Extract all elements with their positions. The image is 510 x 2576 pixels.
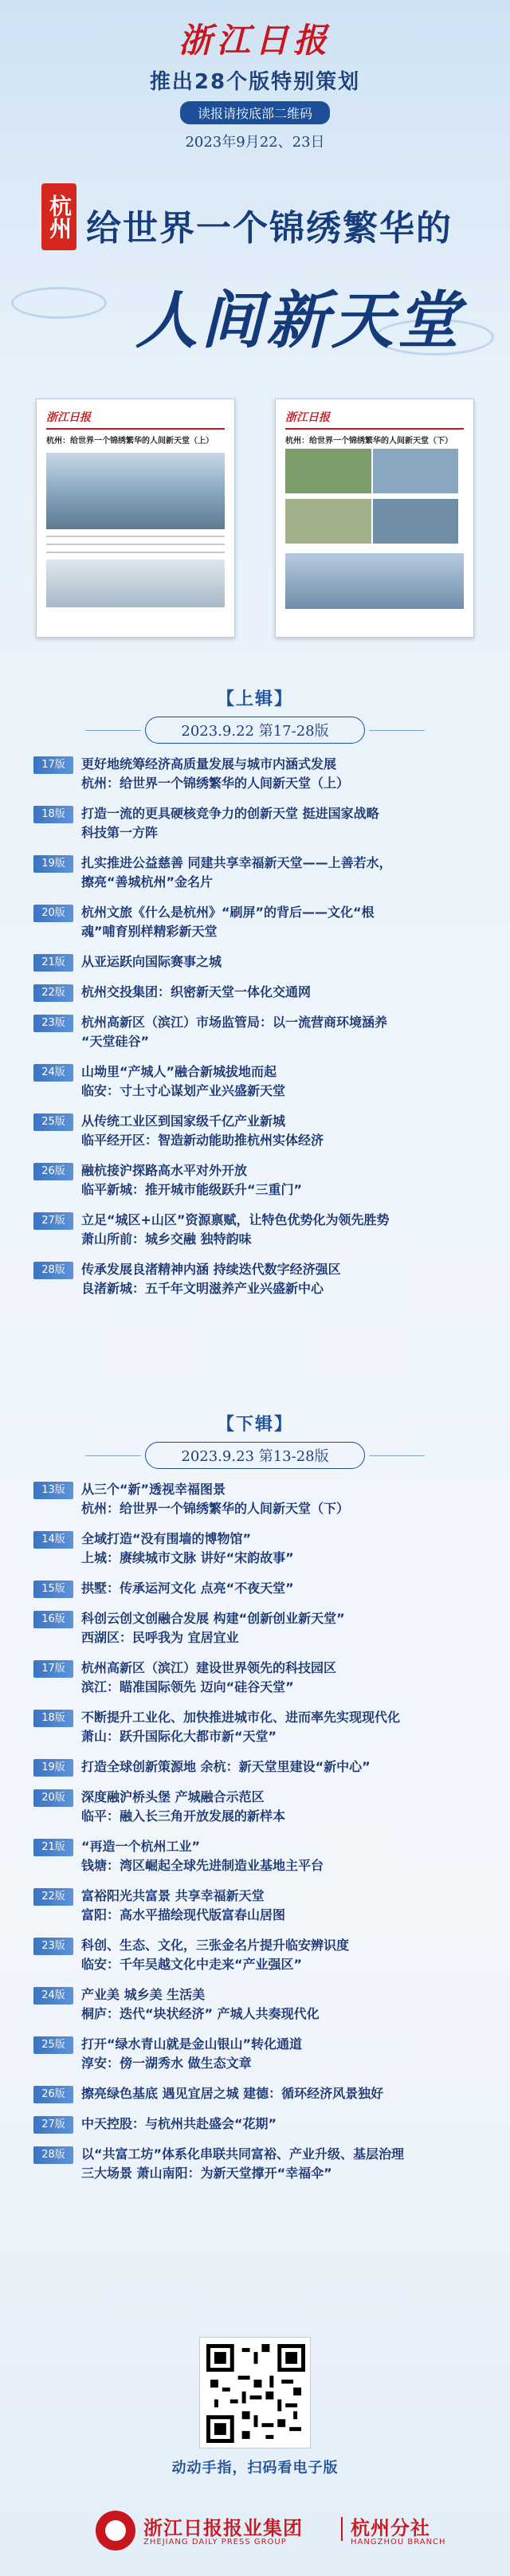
- qr-code[interactable]: [199, 2337, 311, 2448]
- list-item[interactable]: [33, 1112, 477, 1150]
- headline-line: 淳安：傍一湖秀水 做生态文章: [81, 2056, 252, 2071]
- qr-note-badge: 读报请按底部二维码: [180, 101, 330, 124]
- headline-line: 擦亮“善城杭州”金名片: [81, 874, 214, 889]
- item-headline: [81, 1788, 477, 1826]
- page-headline: 杭州：给世界一个锦绣繁华的人间新天堂（上）: [46, 437, 214, 446]
- headline-line: 打造全球创新策源地 余杭：新天堂里建设“新中心”: [81, 1759, 371, 1774]
- list-item[interactable]: [33, 2035, 477, 2073]
- headline-line: 科技第一方阵: [81, 825, 159, 840]
- item-headline: [81, 1837, 477, 1875]
- page-number-badge: 19版: [33, 1759, 73, 1777]
- headline-line: 钱塘：湾区崛起全球先进制造业基地主平台: [81, 1858, 324, 1873]
- page-photo: [46, 453, 225, 529]
- page-number-badge: 24版: [33, 1064, 73, 1082]
- page-logo: 浙江日报: [46, 411, 91, 424]
- list-item[interactable]: [33, 1659, 477, 1697]
- item-headline: [81, 1936, 477, 1974]
- page-preview-lower[interactable]: [275, 399, 474, 638]
- page-number-badge: 18版: [33, 806, 73, 823]
- list-item[interactable]: [33, 1708, 477, 1746]
- page-number-badge: 13版: [33, 1482, 73, 1499]
- item-headline: [81, 1161, 477, 1200]
- item-headline: [81, 2035, 477, 2073]
- list-item[interactable]: [33, 1161, 477, 1200]
- qr-code-icon: [206, 2344, 305, 2443]
- page-logo: 浙江日报: [285, 411, 330, 424]
- list-item[interactable]: [33, 2145, 477, 2183]
- page-photo: [285, 553, 464, 609]
- section-date: 2023.9.22 第17-28版: [145, 717, 364, 744]
- hero-title-line1: 给世界一个锦绣繁华的: [86, 208, 453, 249]
- headline-line: 立足“城区+山区”资源禀赋，让特色优势化为领先胜势: [81, 1212, 390, 1227]
- press-group-logo-icon: [96, 2511, 135, 2550]
- headline-line: 杭州：给世界一个锦绣繁华的人间新天堂（下）: [81, 1501, 350, 1516]
- item-list: [33, 755, 477, 1298]
- item-headline: [81, 1579, 477, 1598]
- headline-line: 上城：赓续城市文脉 讲好“宋韵故事”: [81, 1550, 294, 1565]
- item-headline: [81, 1708, 477, 1746]
- item-headline: [81, 2084, 477, 2103]
- headline-line: 科创云创文创融合发展 构建“创新创业新天堂”: [81, 1611, 345, 1626]
- list-item[interactable]: [33, 1936, 477, 1974]
- cloud-ornament-icon: [11, 287, 107, 319]
- headline-line: 融杭接沪探路高水平对外开放: [81, 1163, 248, 1178]
- headline-line: 临平经开区：智造新动能助推杭州实体经济: [81, 1133, 324, 1148]
- page-number-badge: 22版: [33, 1888, 73, 1906]
- page-number-badge: 25版: [33, 1113, 73, 1131]
- headline-line: 临平：融入长三角开放发展的新样本: [81, 1808, 286, 1824]
- headline-line: 萧山所前：城乡交融 独特韵味: [81, 1231, 252, 1247]
- headline-line: 更好地统筹经济高质量发展与城市内涵式发展: [81, 756, 337, 772]
- headline-line: 临安：千年吴越文化中走来“产业强区”: [81, 1957, 303, 1972]
- page-number-badge: 20版: [33, 905, 73, 922]
- list-item[interactable]: [33, 1788, 477, 1826]
- list-item[interactable]: [33, 1013, 477, 1051]
- list-item[interactable]: [33, 952, 477, 972]
- page-number-badge: 28版: [33, 2146, 73, 2164]
- item-headline: [81, 952, 477, 972]
- item-headline: [81, 1887, 477, 1925]
- headline-line: 拱墅：传承运河文化 点亮“不夜天堂”: [81, 1581, 294, 1596]
- page-photo: [285, 449, 371, 493]
- issue-date: 2023年9月22、23日: [185, 134, 325, 151]
- newspaper-pages-preview: [36, 399, 474, 638]
- hangzhou-seal: 杭州: [41, 183, 76, 250]
- item-headline: [81, 1062, 477, 1101]
- headline-line: 从三个“新”透视幸福图景: [81, 1482, 226, 1497]
- item-list: [33, 1480, 477, 2183]
- item-headline: [81, 2145, 477, 2183]
- edition-title: 推出28个版特别策划: [149, 70, 361, 94]
- item-headline: [81, 983, 477, 1002]
- item-headline: [81, 1609, 477, 1647]
- headline-line: “再造一个杭州工业”: [81, 1839, 201, 1854]
- headline-line: 滨江：瞄准国际领先 迈向“硅谷天堂”: [81, 1679, 294, 1694]
- headline-line: 杭州交投集团：织密新天堂一体化交通网: [81, 984, 312, 999]
- headline-line: 临安：寸土寸心谋划产业兴盛新天堂: [81, 1083, 286, 1098]
- page-number-badge: 15版: [33, 1581, 73, 1598]
- headline-line: 富裕阳光共富景 共享幸福新天堂: [81, 1888, 265, 1903]
- list-item[interactable]: [33, 1260, 477, 1298]
- page-number-badge: 24版: [33, 1987, 73, 2005]
- branch-name: 杭州分社: [351, 2517, 430, 2539]
- list-item[interactable]: [33, 2115, 477, 2134]
- list-item[interactable]: [33, 1480, 477, 1518]
- page-number-badge: 21版: [33, 1839, 73, 1856]
- section-title: 【下辑】: [216, 1415, 293, 1435]
- list-item[interactable]: [33, 1985, 477, 2024]
- list-item[interactable]: [33, 1757, 477, 1777]
- page-number-badge: 21版: [33, 954, 73, 972]
- headline-line: 不断提升工业化、加快推进城市化、进而率先实现现代化: [81, 1710, 401, 1725]
- list-item[interactable]: [33, 983, 477, 1002]
- headline-line: 魂”哺育别样精彩新天堂: [81, 924, 218, 939]
- press-group-name: 浙江日报报业集团: [143, 2517, 303, 2539]
- page-number-badge: 17版: [33, 756, 73, 774]
- page-number-badge: 17版: [33, 1660, 73, 1678]
- headline-line: 科创、生态、文化，三张金名片提升临安辨识度: [81, 1938, 350, 1953]
- item-headline: [81, 755, 477, 793]
- page-number-badge: 27版: [33, 2116, 73, 2134]
- item-headline: [81, 854, 477, 892]
- footer: [0, 2503, 510, 2576]
- page-number-badge: 26版: [33, 1163, 73, 1180]
- headline-line: 桐庐：迭代“块状经济” 产城人共奏现代化: [81, 2006, 320, 2021]
- list-item[interactable]: [33, 854, 477, 892]
- headline-line: 富阳：高水平描绘现代版富春山居图: [81, 1907, 286, 1922]
- item-headline: [81, 2115, 477, 2134]
- headline-line: 杭州文旅《什么是杭州》“刷屏”的背后——文化“根: [81, 905, 375, 920]
- headline-line: 全域打造“没有围墙的博物馆”: [81, 1531, 252, 1546]
- headline-line: 产业美 城乡美 生活美: [81, 1987, 206, 2002]
- list-item[interactable]: [33, 1579, 477, 1598]
- item-headline: [81, 804, 477, 842]
- page-photo: [46, 560, 225, 607]
- page-number-badge: 20版: [33, 1789, 73, 1807]
- item-headline: [81, 1013, 477, 1051]
- headline-line: 临平新城：推开城市能级跃升“三重门”: [81, 1182, 303, 1197]
- text-line: [46, 544, 225, 545]
- list-item[interactable]: [33, 1609, 477, 1647]
- list-item[interactable]: [33, 1887, 477, 1925]
- headline-line: 扎实推进公益慈善 同建共享幸福新天堂——上善若水，: [81, 855, 392, 870]
- item-headline: [81, 1480, 477, 1518]
- page-number-badge: 23版: [33, 1938, 73, 1955]
- list-item[interactable]: [33, 1530, 477, 1568]
- list-item[interactable]: [33, 755, 477, 793]
- page-number-badge: 18版: [33, 1710, 73, 1727]
- headline-line: 良渚新城：五千年文明滋养产业兴盛新中心: [81, 1281, 324, 1296]
- headline-line: 山坳里“产城人”融合新城拔地而起: [81, 1064, 277, 1079]
- qr-caption: 动动手指，扫码看电子版: [171, 2460, 339, 2476]
- list-item[interactable]: [33, 1837, 477, 1875]
- headline-line: 三大场景 萧山南阳：为新天堂撑开“幸福伞”: [81, 2166, 332, 2181]
- headline-line: 擦亮绿色基底 遇见宜居之城 建德：循环经济风景独好: [81, 2086, 384, 2101]
- headline-line: 从亚运跃向国际赛事之城: [81, 954, 222, 969]
- branch-name-en: HANGZHOU BRANCH: [351, 2538, 446, 2547]
- list-item[interactable]: [33, 1211, 477, 1249]
- item-headline: [81, 1530, 477, 1568]
- headline-line: 中天控股：与杭州共赴盛会“花期”: [81, 2116, 277, 2131]
- lower-section: [33, 1411, 477, 2183]
- headline-line: 萧山：跃升国际化大都市新“天堂”: [81, 1729, 277, 1744]
- headline-line: 杭州高新区（滨江）市场监管局：以一流营商环境涵养: [81, 1015, 388, 1030]
- page-photo: [373, 499, 459, 544]
- section-date: 2023.9.23 第13-28版: [145, 1442, 364, 1469]
- page-number-badge: 22版: [33, 984, 73, 1002]
- text-line: [46, 536, 225, 537]
- page-number-badge: 14版: [33, 1531, 73, 1549]
- upper-section: [33, 685, 477, 1298]
- section-title: 【上辑】: [216, 689, 293, 709]
- headline-line: 以“共富工坊”体系化串联共同富裕、产业升级、基层治理: [81, 2146, 405, 2162]
- page-preview-upper[interactable]: [36, 399, 235, 638]
- headline-line: 打造一流的更具硬核竞争力的创新天堂 挺进国家战略: [81, 806, 379, 821]
- hero-banner: [0, 167, 510, 375]
- item-headline: [81, 903, 477, 941]
- page-number-badge: 28版: [33, 1262, 73, 1279]
- page-number-badge: 25版: [33, 2036, 73, 2054]
- masthead: [0, 14, 510, 151]
- list-item[interactable]: [33, 804, 477, 842]
- item-headline: [81, 1211, 477, 1249]
- page-number-badge: 19版: [33, 855, 73, 873]
- item-headline: [81, 1260, 477, 1298]
- headline-line: 深度融沪桥头堡 产城融合示范区: [81, 1789, 265, 1804]
- headline-line: 杭州：给世界一个锦绣繁华的人间新天堂（上）: [81, 776, 350, 791]
- page-number-badge: 16版: [33, 1611, 73, 1628]
- item-headline: [81, 1659, 477, 1697]
- newspaper-logo: 浙江日报: [178, 21, 332, 60]
- item-headline: [81, 1985, 477, 2024]
- item-headline: [81, 1112, 477, 1150]
- headline-line: 西湖区：民呼我为 宜居宜业: [81, 1630, 239, 1645]
- headline-line: 打开“绿水青山就是金山银山”转化通道: [81, 2036, 303, 2052]
- headline-line: 传承发展良渚精神内涵 持续迭代数字经济强区: [81, 1262, 341, 1277]
- page-photo: [285, 499, 371, 544]
- headline-line: “天堂硅谷”: [81, 1034, 150, 1049]
- list-item[interactable]: [33, 1062, 477, 1101]
- headline-line: 从传统工业区到国家级千亿产业新城: [81, 1113, 286, 1129]
- page-number-badge: 26版: [33, 2086, 73, 2103]
- item-headline: [81, 1757, 477, 1777]
- page-headline: 杭州：给世界一个锦绣繁华的人间新天堂（下）: [285, 437, 453, 446]
- hero-title-line2: 人间新天堂: [135, 285, 463, 357]
- list-item[interactable]: [33, 2084, 477, 2103]
- text-line: [46, 552, 225, 553]
- list-item[interactable]: [33, 903, 477, 941]
- press-group-name-en: ZHEJIANG DAILY PRESS GROUP: [143, 2538, 287, 2547]
- footer-divider: [341, 2517, 343, 2541]
- headline-line: 杭州高新区（滨江）建设世界领先的科技园区: [81, 1660, 337, 1675]
- page-photo: [373, 449, 459, 493]
- page-number-badge: 23版: [33, 1015, 73, 1032]
- page-number-badge: 27版: [33, 1212, 73, 1230]
